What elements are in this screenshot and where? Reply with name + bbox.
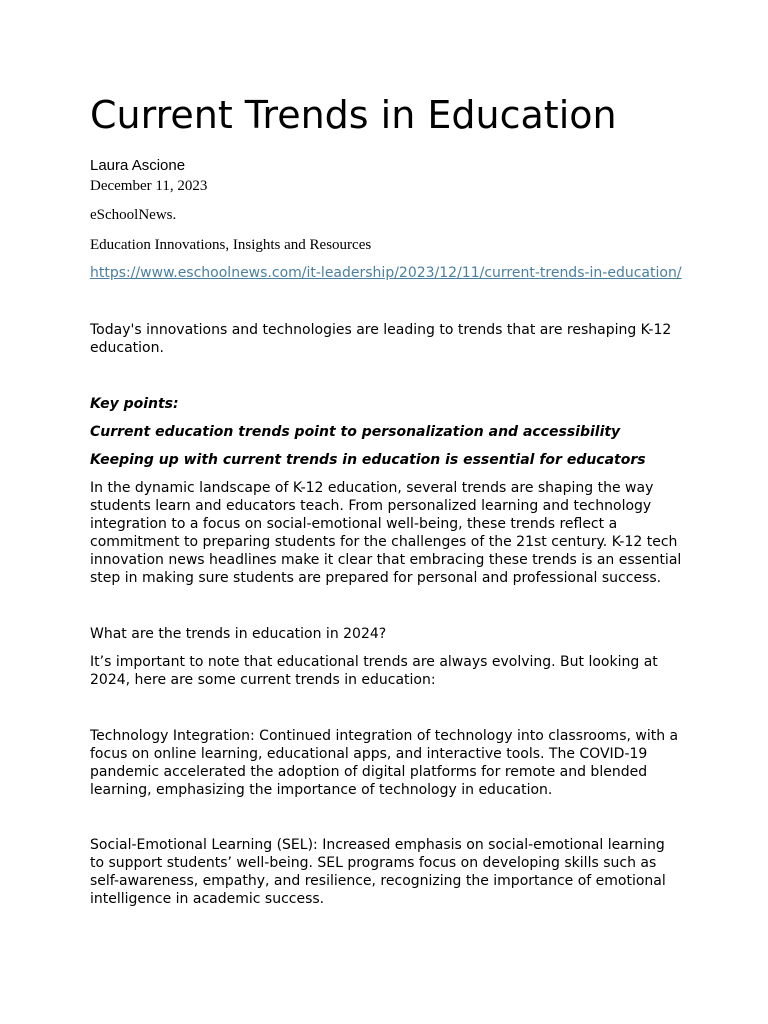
- source-link[interactable]: https://www.eschoolnews.com/it-leadership/2023/12/11/current-trends-in-education/: [90, 265, 682, 281]
- page-title: Current Trends in Education: [90, 93, 617, 137]
- trend-technology-paragraph: Technology Integration: Continued integration of technology into classrooms, with a focus on online learning, educational apps, and interactive tools. The COVID-19 pandemic accelerated the adoption of digital platforms for remote and blended learning, emphasizing the importance of technology in education.: [90, 728, 679, 798]
- body-paragraph: In the dynamic landscape of K-12 education, several trends are shaping the way students learn and educators teach. From personalized learning and technology integration to a focus on social-emotional well-being, these trends reflect a commitment to preparing students for the challenges of the 21st century. K-12 tech innovation news headlines make it clear that embracing these trends is an essential step in making sure students are prepared for personal and professional success.: [90, 480, 682, 586]
- body-paragraph: It’s important to note that educational trends are always evolving. But looking at 2024, here are some current trends in education:: [90, 654, 658, 688]
- section-question: What are the trends in education in 2024?: [90, 626, 387, 642]
- publication-tagline: Education Innovations, Insights and Resources: [90, 237, 372, 253]
- key-point-item: Current education trends point to personalization and accessibility: [90, 424, 621, 440]
- publication-name: eSchoolNews.: [90, 207, 177, 223]
- key-points-heading: Key points:: [90, 396, 179, 412]
- author-name: Laura Ascione: [90, 157, 186, 174]
- trend-sel-paragraph: Social-Emotional Learning (SEL): Increased emphasis on social-emotional learning to support students’ well-being. SEL programs focus on developing skills such as self-awareness, empathy, and resilience, recognizing the importance of emotional intelligence in academic success.: [90, 837, 666, 907]
- intro-paragraph: Today's innovations and technologies are leading to trends that are reshaping K-12 education.: [90, 322, 672, 356]
- publish-date: December 11, 2023: [90, 178, 208, 194]
- key-point-item: Keeping up with current trends in education is essential for educators: [90, 452, 646, 468]
